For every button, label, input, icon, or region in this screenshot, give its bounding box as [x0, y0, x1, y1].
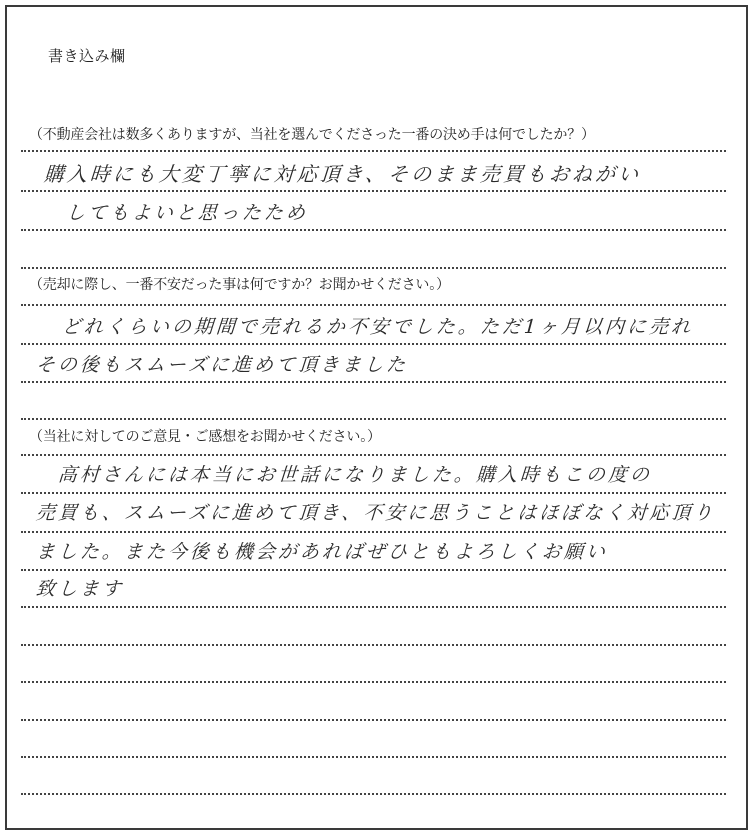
rule-line	[21, 454, 726, 456]
answer-1-line-2: してもよいと思ったため	[65, 202, 309, 224]
answer-1-line-1: 購入時にも大変丁寧に対応頂き、そのまま売買もおねがい	[43, 162, 642, 186]
rule-line	[21, 719, 726, 721]
rule-line	[21, 190, 726, 192]
answer-3-line-4: 致します	[35, 578, 125, 600]
rule-line	[21, 304, 726, 306]
answer-3-line-3: ました。また今後も機会があればぜひともよろしくお願い	[35, 541, 609, 563]
rule-line	[21, 793, 726, 795]
answer-2-line-2: その後もスムーズに進めて頂きました	[35, 354, 409, 376]
rule-line	[21, 492, 726, 494]
rule-line	[21, 381, 726, 383]
question-3-label: （当社に対してのご意見・ご感想をお聞かせください。）	[29, 429, 381, 445]
rule-line	[21, 343, 726, 345]
rule-line	[21, 681, 726, 683]
rule-line	[21, 150, 726, 152]
rule-line	[21, 756, 726, 758]
rule-line	[21, 569, 726, 571]
rule-line	[21, 644, 726, 646]
rule-line	[21, 267, 726, 269]
answer-3-line-1: 高村さんには本当にお世話になりました。購入時もこの度の	[57, 464, 653, 486]
answer-3-line-2: 売買も、スムーズに進めて頂き、不安に思うことはほぼなく対応頂り	[35, 502, 717, 524]
rule-line	[21, 229, 726, 231]
question-1-label: （不動産会社は数多くありますが、当社を選んでくださった一番の決め手は何でしたか？）	[29, 127, 595, 143]
rule-line	[21, 418, 726, 420]
form-title: 書き込み欄	[48, 47, 126, 65]
rule-line	[21, 531, 726, 533]
answer-2-line-1: どれくらいの期間で売れるか不安でした。ただ1ヶ月以内に売れ	[61, 316, 694, 338]
rule-line	[21, 606, 726, 608]
question-2-label: （売却に際し、一番不安だった事は何ですか？お聞かせください。）	[29, 277, 450, 293]
